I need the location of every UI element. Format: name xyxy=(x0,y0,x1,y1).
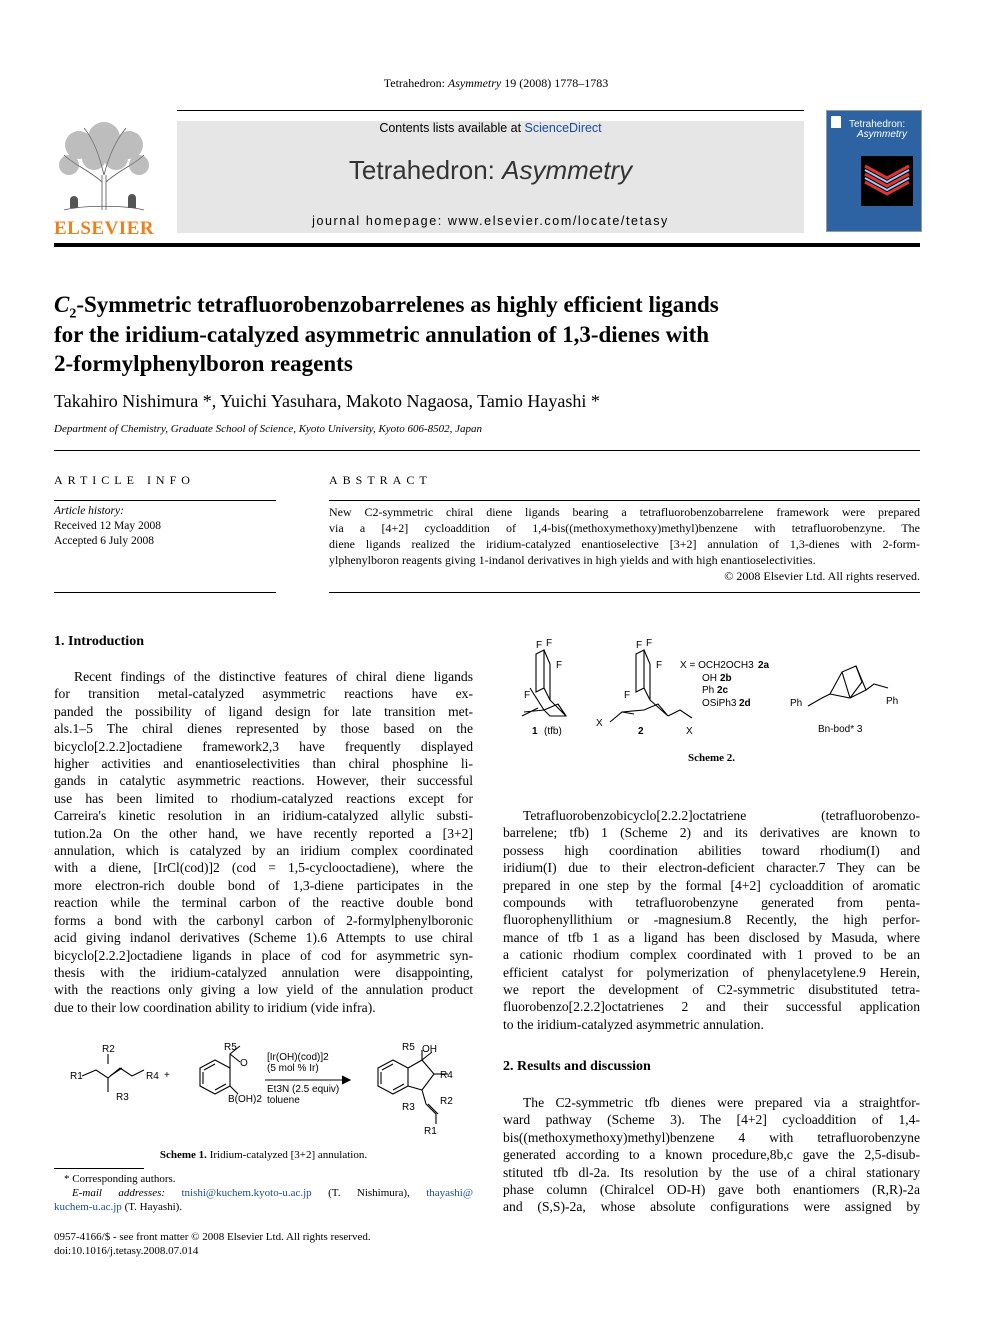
intro-line: more electron-rich double bond of 1,3-diene participates in the xyxy=(54,877,473,893)
col2-line: ward pathway (Scheme 3). The [4+2] cycloaddition of 1,4- xyxy=(503,1112,920,1128)
scheme2-f2: F xyxy=(546,638,553,649)
scheme2-x1: X xyxy=(596,718,603,729)
scheme1-cond3: Et3N (2.5 equiv) xyxy=(267,1084,340,1095)
scheme1-r5-product: R5 xyxy=(402,1042,415,1053)
scheme2-label1: 1 xyxy=(532,726,538,737)
scheme1-o: O xyxy=(240,1058,248,1069)
homepage-link[interactable]: www.elsevier.com/locate/tetasy xyxy=(447,214,669,228)
scheme2-ph-right: Ph xyxy=(886,696,899,707)
scheme2-label2: 2 xyxy=(638,726,644,737)
abstract-heading: ABSTRACT xyxy=(329,473,432,487)
journal-cover xyxy=(826,110,922,232)
col2-line: a cationic rhodium complex coordinated with 1 proved to be an xyxy=(503,947,920,963)
col2-line: efficient catalyst for polymerization of phenylacetylene.9 Herein, xyxy=(503,964,920,980)
intro-line: for transition metal-catalyzed asymmetric reactions have ex- xyxy=(54,686,473,702)
publisher-name: ELSEVIER xyxy=(54,218,155,239)
scheme2-ph-left: Ph xyxy=(790,698,803,709)
scheme1-r2-product: R2 xyxy=(440,1096,453,1107)
header-top-rule xyxy=(177,110,804,111)
intro-heading: 1. Introduction xyxy=(54,634,144,649)
scheme2-2c: 2c xyxy=(717,685,729,696)
scheme1-diagram xyxy=(60,1038,480,1138)
scheme1-r3: R3 xyxy=(116,1092,129,1103)
abstract-rule-bottom xyxy=(329,592,920,593)
journal-citation: Tetrahedron: Asymmetry 19 (2008) 1778–1783 xyxy=(383,76,609,90)
scheme2-2d: 2d xyxy=(739,698,751,709)
elsevier-tree-icon xyxy=(54,120,154,215)
scheme2-osi: OSiPh3 xyxy=(702,698,737,709)
scheme2-xdef: X = OCH2OCH3 xyxy=(680,660,754,671)
col2-line: to the iridium-catalyzed asymmetric annulation. xyxy=(503,1016,764,1032)
scheme2-ph: Ph xyxy=(702,685,715,696)
abstract-text: New C2-symmetric chiral diene ligands bearing a tetrafluorobenzobarrelene framework were prepared via a [4+2] cycloaddition of 1,4-bis((methoxymethoxy)methyl)benzene with tetrafluorobenzyne. The diene ligands realized the iridium-catalyzed enantioselective [3+2] annulation of 1,3-dienes with 2-form- ylphenylboron reagents giving 1-indanol derivatives in high yields and with high enantioselectivities. © 2008 Elsevier Ltd. All rights reserved. xyxy=(329,505,920,583)
scheme2-oh: OH xyxy=(702,673,717,684)
intro-line: Carreira's kinetic resolution in an iridium-catalyzed allylic substi- xyxy=(54,808,473,824)
intro-line: annulation, which is catalyzed by an iridium complex coordinated xyxy=(54,843,473,859)
author-list: Takahiro Nishimura *, Yuichi Yasuhara, Makoto Nagaosa, Tamio Hayashi * xyxy=(54,391,600,411)
scheme1-r5: R5 xyxy=(224,1042,237,1053)
scheme1-cond1: [Ir(OH)(cod)]2 xyxy=(267,1052,329,1063)
results-heading: 2. Results and discussion xyxy=(503,1059,651,1074)
scheme2-2b: 2b xyxy=(720,673,732,684)
intro-line: reaction while the terminal carbon of the reactive double bond xyxy=(54,895,473,911)
col2-paragraph2 xyxy=(503,1094,920,1216)
scheme2-f4: F xyxy=(524,690,531,701)
intro-line: thesis with the iridium-catalyzed annulation were disappointing, xyxy=(54,964,473,980)
intro-line: als.1–5 The chiral dienes represented by those based on the xyxy=(54,721,473,737)
col2-line: compounds with tetrafluorobenzyne generated from penta- xyxy=(503,895,920,911)
intro-line: tution.2a On the other hand, we have recently reported a [3+2] xyxy=(54,825,473,841)
col2-line: phase column (Chiralcel OD-H) gave both enantiomers (R,R)-2a xyxy=(503,1182,920,1198)
scheme1-cond4: toluene xyxy=(267,1095,300,1106)
col2-line: mance of tfb 1 as a ligand has been disclosed by Masuda, where xyxy=(503,929,920,945)
intro-line: with the reactions only giving a low yield of the annulation product xyxy=(54,982,473,998)
intro-paragraph xyxy=(54,668,473,1016)
footnotes: * Corresponding authors. E-mail addresses: tnishi@kuchem.kyoto-u.ac.jp (T. Nishimura), thayashi@ kuchem-u.ac.jp (T. Hayashi). xyxy=(54,1173,473,1213)
email-link-hayashi[interactable]: thayashi@ xyxy=(426,1187,473,1199)
col2-line: we report the development of C2-symmetric disubstituted tetra- xyxy=(503,982,920,998)
intro-line: bicyclo[2.2.2]octadiene ligands in place of cod for asymmetric syn- xyxy=(54,947,473,963)
scheme1-r1-product: R1 xyxy=(424,1126,437,1137)
scheme1-plus: + xyxy=(164,1070,170,1081)
scheme1-r3-product: R3 xyxy=(402,1102,415,1113)
email-link-nishimura[interactable]: tnishi@kuchem.kyoto-u.ac.jp xyxy=(181,1187,312,1199)
col2-line: and (S,S)-2a, whose absolute configurations were assigned by xyxy=(503,1199,920,1215)
scheme1-r1: R1 xyxy=(70,1071,83,1082)
intro-line: Recent findings of the distinctive features of chiral diene ligands xyxy=(74,669,473,684)
intro-line: use has been limited to rhodium-catalyzed reactions except for xyxy=(54,790,473,806)
info-rule-top xyxy=(54,500,276,501)
col2-line: iridium(I) due to their electron-deficient character.7 They can be xyxy=(503,860,920,876)
footnote-rule xyxy=(54,1168,144,1169)
scheme1-boh: B(OH)2 xyxy=(228,1094,262,1105)
cover-art-icon xyxy=(861,156,913,206)
scheme1-r4: R4 xyxy=(146,1071,159,1082)
elsevier-logo xyxy=(54,120,155,239)
doi-line: doi:10.1016/j.tetasy.2008.07.014 xyxy=(54,1245,199,1257)
article-info-heading: ARTICLE INFO xyxy=(54,473,195,487)
header-thick-rule xyxy=(54,243,920,247)
intro-line: higher activities and enantioselectivities than chiral phosphine li- xyxy=(54,756,473,772)
scheme1-caption: Scheme 1. Iridium-catalyzed [3+2] annulation. xyxy=(159,1149,368,1161)
col2-line: bis((methoxymethoxy)methyl)benzene 4 with tetrafluorobenzyne xyxy=(503,1129,920,1145)
scheme2-f7: F xyxy=(656,660,663,671)
scheme2-x2: X xyxy=(686,726,693,737)
col2-line: stituted tfb dl-2a. Its resolution by the use of a chiral stationary xyxy=(503,1164,920,1180)
email-link-hayashi-cont[interactable]: kuchem-u.ac.jp xyxy=(54,1201,122,1213)
intro-line: bicyclo[2.2.2]octadiene framework2,3 have frequently displayed xyxy=(54,738,473,754)
cover-elsevier-icon xyxy=(831,116,841,128)
scheme2-f3: F xyxy=(556,660,563,671)
contents-line: Contents lists available at ScienceDirect xyxy=(379,121,602,135)
intro-line: with a diene, [IrCl(cod)]2 (cod = 1,5-cyclooctadiene), where the xyxy=(54,860,473,876)
article-history: Article history: Received 12 May 2008 Accepted 6 July 2008 xyxy=(54,505,161,547)
col2-paragraph1 xyxy=(503,807,920,1033)
col2-line: possess high coordination abilities toward rhodium(I) and xyxy=(503,842,920,858)
affiliation: Department of Chemistry, Graduate School of Science, Kyoto University, Kyoto 606-8502, Japan xyxy=(54,423,483,435)
col2-line: The C2-symmetric tfb dienes were prepared via a straightfor- xyxy=(523,1095,920,1110)
col2-line: fluorobenzo[2.2.2]octatrienes 2 and their successful application xyxy=(503,999,920,1015)
scheme2-f5: F xyxy=(636,640,643,651)
col2-line: prepared in one step by the formal [4+2] cycloaddition of aromatic xyxy=(503,877,920,893)
scheme2-f8: F xyxy=(624,690,631,701)
issn-line: 0957-4166/$ - see front matter © 2008 Elsevier Ltd. All rights reserved. xyxy=(54,1231,371,1243)
cover-title: Tetrahedron: Asymmetry xyxy=(849,119,907,140)
abstract-rule-top xyxy=(329,500,920,501)
scheme2-2a: 2a xyxy=(758,660,770,671)
col2-line: barrelene; tfb) 1 (Scheme 2) and its derivatives are known to xyxy=(503,825,920,841)
scheme2-f1: F xyxy=(536,640,543,651)
intro-line: due to their low coordination ability to iridium (vide infra). xyxy=(54,999,376,1015)
title-bottom-rule xyxy=(54,450,920,451)
scheme2-bnbod: Bn-bod* 3 xyxy=(818,724,863,735)
scheme1-oh: OH xyxy=(422,1044,437,1055)
homepage-line: journal homepage: www.elsevier.com/locate/tetasy xyxy=(312,214,669,228)
intro-line: acid giving indanol derivatives (Scheme 1).6 Attempts to use chiral xyxy=(54,930,473,946)
col2-line: generated according to a known procedure,8b,c gave the 2,5-disub- xyxy=(503,1147,920,1163)
col2-line: fluorophenyllithium or -magnesium.8 Recently, the high perfor- xyxy=(503,912,920,928)
info-rule-bottom xyxy=(54,592,276,593)
col2-line: Tetrafluorobenzobicyclo[2.2.2]octatriene (tetrafluorobenzo- xyxy=(523,808,920,823)
scheme1-r4-product: R4 xyxy=(440,1070,453,1081)
scheme1-cond2: (5 mol % Ir) xyxy=(267,1063,319,1074)
intro-line: forms a bond with the carbonyl carbon of 2-formylphenylboronic xyxy=(54,912,473,928)
article-title: $C_2$-Symmetric tetrafluorobenzobarrelenes as highly efficient ligands for the iridium-catalyzed asymmetric annulation of 1,3-dienes with 2-formylphenylboron reagents xyxy=(54,292,719,376)
scheme2-f6: F xyxy=(646,638,653,649)
journal-banner xyxy=(177,121,804,233)
scheme2-caption: Scheme 2. xyxy=(687,752,736,764)
sciencedirect-link[interactable]: ScienceDirect xyxy=(524,121,602,135)
scheme2-diagram xyxy=(510,636,920,740)
intro-line: gands in catalytic asymmetric reactions. However, their successful xyxy=(54,773,473,789)
journal-title: Tetrahedron: Asymmetry xyxy=(348,155,633,185)
scheme1-r2: R2 xyxy=(102,1044,115,1055)
scheme2-tfb: (tfb) xyxy=(544,726,562,737)
intro-line: panded the possibility of ligand design for late transition met- xyxy=(54,703,473,719)
